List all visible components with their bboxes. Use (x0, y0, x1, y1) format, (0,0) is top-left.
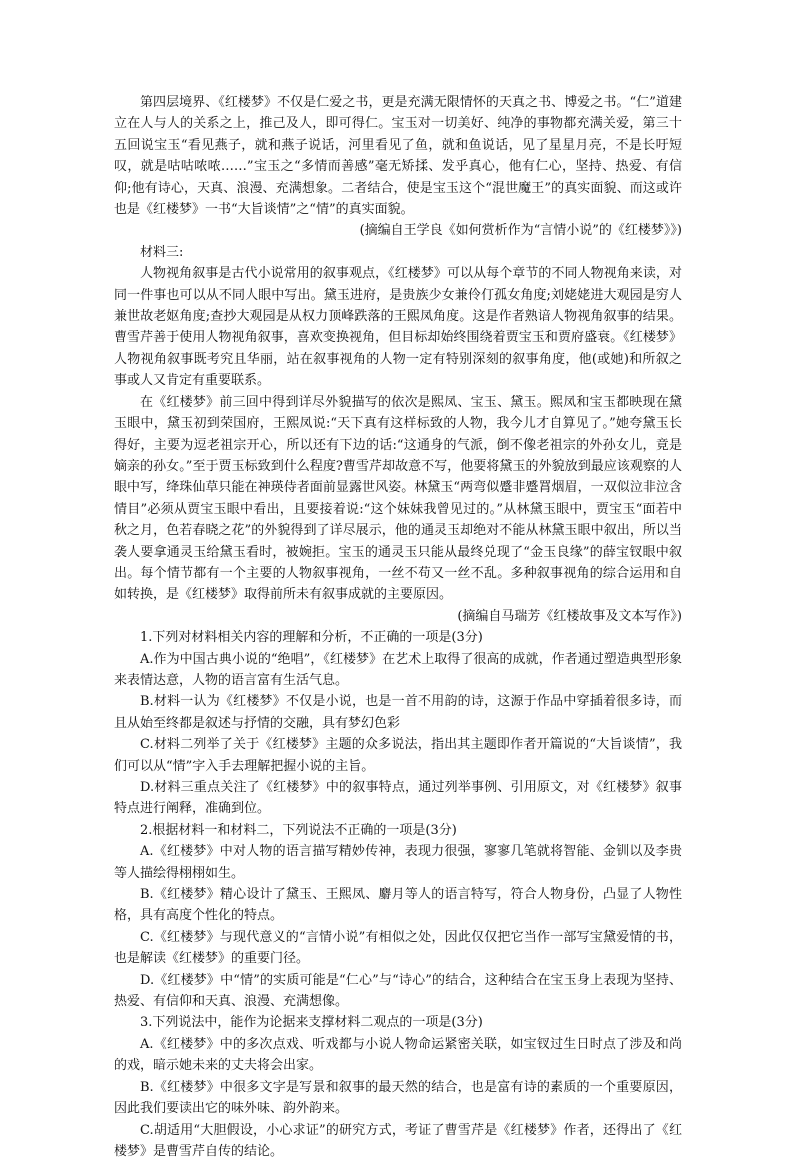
option-a: A.《红楼梦》中的多次点戏、听戏都与小说人物命运紧密关联，如宝钗过生日时点了涉及和尚的戏，暗示她未来的丈夫将会出家。 (114, 1034, 682, 1077)
option-b: B.《红楼梦》精心设计了黛玉、王熙凤、麝月等人的语言特写，符合人物身份，凸显了人物性格，具有高度个性化的特点。 (114, 884, 682, 927)
material3-paragraph-1: 人物视角叙事是古代小说常用的叙事观点，《红楼梦》可以从每个章节的不同人物视角来读，对同一件事也可以从不同人眼中写出。黛玉进府，是贵族少女兼伶仃孤女角度;刘姥姥进大观园是穷人兼世故老妪角度;查抄大观园是从权力顶峰跌落的王熙凤角度。这是作者熟谙人物视角叙事的结果。曹雪芹善于使用人物视角叙事，喜欢变换视角，但目标却始终围绕着贾宝玉和贾府盛衰。《红楼梦》人物视角叙事既考究且华丽，站在叙事视角的人物一定有特别深刻的叙事角度，他(或她)和所叙之事或人又肯定有重要联系。 (114, 263, 682, 391)
material2-citation: (摘编自王学良《如何赏析作为“言情小说”的《红楼梦》》) (114, 220, 682, 241)
option-a: A.作为中国古典小说的“绝唱”，《红楼梦》在艺术上取得了很高的成就，作者通过塑造典型形象来表情达意，人物的语言富有生活气息。 (114, 649, 682, 692)
material3-citation: (摘编自马瑞芳《红楼故事及文本写作》) (114, 606, 682, 627)
material2-final-paragraph: 第四层境界、《红楼梦》不仅是仁爱之书，更是充满无限情怀的天真之书、博爱之书。“仁”道建立在人与人的关系之上，推己及人，即可得仁。宝玉对一切美好、纯净的事物都充满关爱，第三十五回说宝玉“看见燕子，就和燕子说话，河里看见了鱼，就和鱼说话，见了星星月亮，不是长吁短叹，就是咕咕哝哝……”宝玉之“多情而善感”毫无矫揉、发乎真心，他有仁心，坚持、热爱、有信仰;他有诗心，天真、浪漫、充满想象。二者结合，使是宝玉这个“混世魔王”的真实面貌、而这或许也是《红楼梦》一书“大旨谈情”之“情”的真实面貌。 (114, 92, 682, 220)
question-2 (114, 820, 682, 1013)
question-1 (114, 627, 682, 820)
question-stem: 3.下列说法中，能作为论据来支撑材料二观点的一项是(3分) (114, 1012, 682, 1033)
option-d: D.材料三重点关注了《红楼梦》中的叙事特点，通过列举事例、引用原文，对《红楼梦》叙事特点进行阐释，准确到位。 (114, 777, 682, 820)
option-c: C.材料二列举了关于《红楼梦》主题的众多说法，指出其主题即作者开篇说的“大旨谈情”，我们可以从“情”字入手去理解把握小说的主旨。 (114, 734, 682, 777)
material3-heading: 材料三: (114, 242, 682, 263)
option-b: B.《红楼梦》中很多文字是写景和叙事的最天然的结合，也是富有诗的素质的一个重要原因，因此我们要读出它的味外味、韵外韵来。 (114, 1077, 682, 1120)
option-c: C.胡适用“大胆假设，小心求证”的研究方式，考证了曹雪芹是《红楼梦》作者，还得出了《红楼梦》是曹雪芹自传的结论。 (114, 1120, 682, 1162)
option-d: D.《红楼梦》中“情”的实质可能是“仁心”与“诗心”的结合，这种结合在宝玉身上表现为坚持、热爱、有信仰和天真、浪漫、充满想像。 (114, 970, 682, 1013)
exam-page (114, 92, 682, 1162)
question-3 (114, 1012, 682, 1162)
option-a: A.《红楼梦》中对人物的语言描写精妙传神，表现力很强，寥寥几笔就将智能、金钏以及李贵等人描绘得栩栩如生。 (114, 841, 682, 884)
question-stem: 2.根据材料一和材料二，下列说法不正确的一项是(3分) (114, 820, 682, 841)
material3-paragraph-2: 在《红楼梦》前三回中得到详尽外貌描写的依次是熙凤、宝玉、黛玉。熙凤和宝玉都映现在黛玉眼中，黛玉初到荣国府，王熙凤说:“天下真有这样标致的人物，我今儿才自算见了。”她夸黛玉长得好，主要为逗老祖宗开心，所以还有下边的话:“这通身的气派，倒不像老祖宗的外孙女儿，竟是嫡亲的孙女。”至于贾玉标致到什么程度?曹雪芹却故意不写，他要将黛玉的外貌放到最应该观察的人眼中写，绛珠仙草只能在神瑛侍者面前显露世风姿。林黛玉“两弯似蹙非蹙罥烟眉，一双似泣非泣含情目”必须从贾宝玉眼中看出，且要接着说:“这个妹妹我曾见过的。”从林黛玉眼中，贾宝玉“面若中秋之月，色若春晓之花”的外貌得到了详尽展示，他的通灵玉却绝对不能从林黛玉眼中叙出，所以当袭人要拿通灵玉给黛玉看时，被婉拒。宝玉的通灵玉只能从最终兑现了“金玉良缘”的薛宝钗眼中叙出。每个情节都有一个主要的人物叙事视角，一丝不苟又一丝不乱。多种叙事视角的综合运用和自如转换，是《红楼梦》取得前所未有叙事成就的主要原因。 (114, 392, 682, 606)
option-b: B.材料一认为《红楼梦》不仅是小说，也是一首不用韵的诗，这源于作品中穿插着很多诗，而且从始至终都是叙述与抒情的交融，具有梦幻色彩 (114, 691, 682, 734)
question-stem: 1.下列对材料相关内容的理解和分析，不正确的一项是(3分) (114, 627, 682, 648)
option-c: C.《红楼梦》与现代意义的“言情小说”有相似之处，因此仅仅把它当作一部写宝黛爱情的书，也是解读《红楼梦》的重要门径。 (114, 927, 682, 970)
